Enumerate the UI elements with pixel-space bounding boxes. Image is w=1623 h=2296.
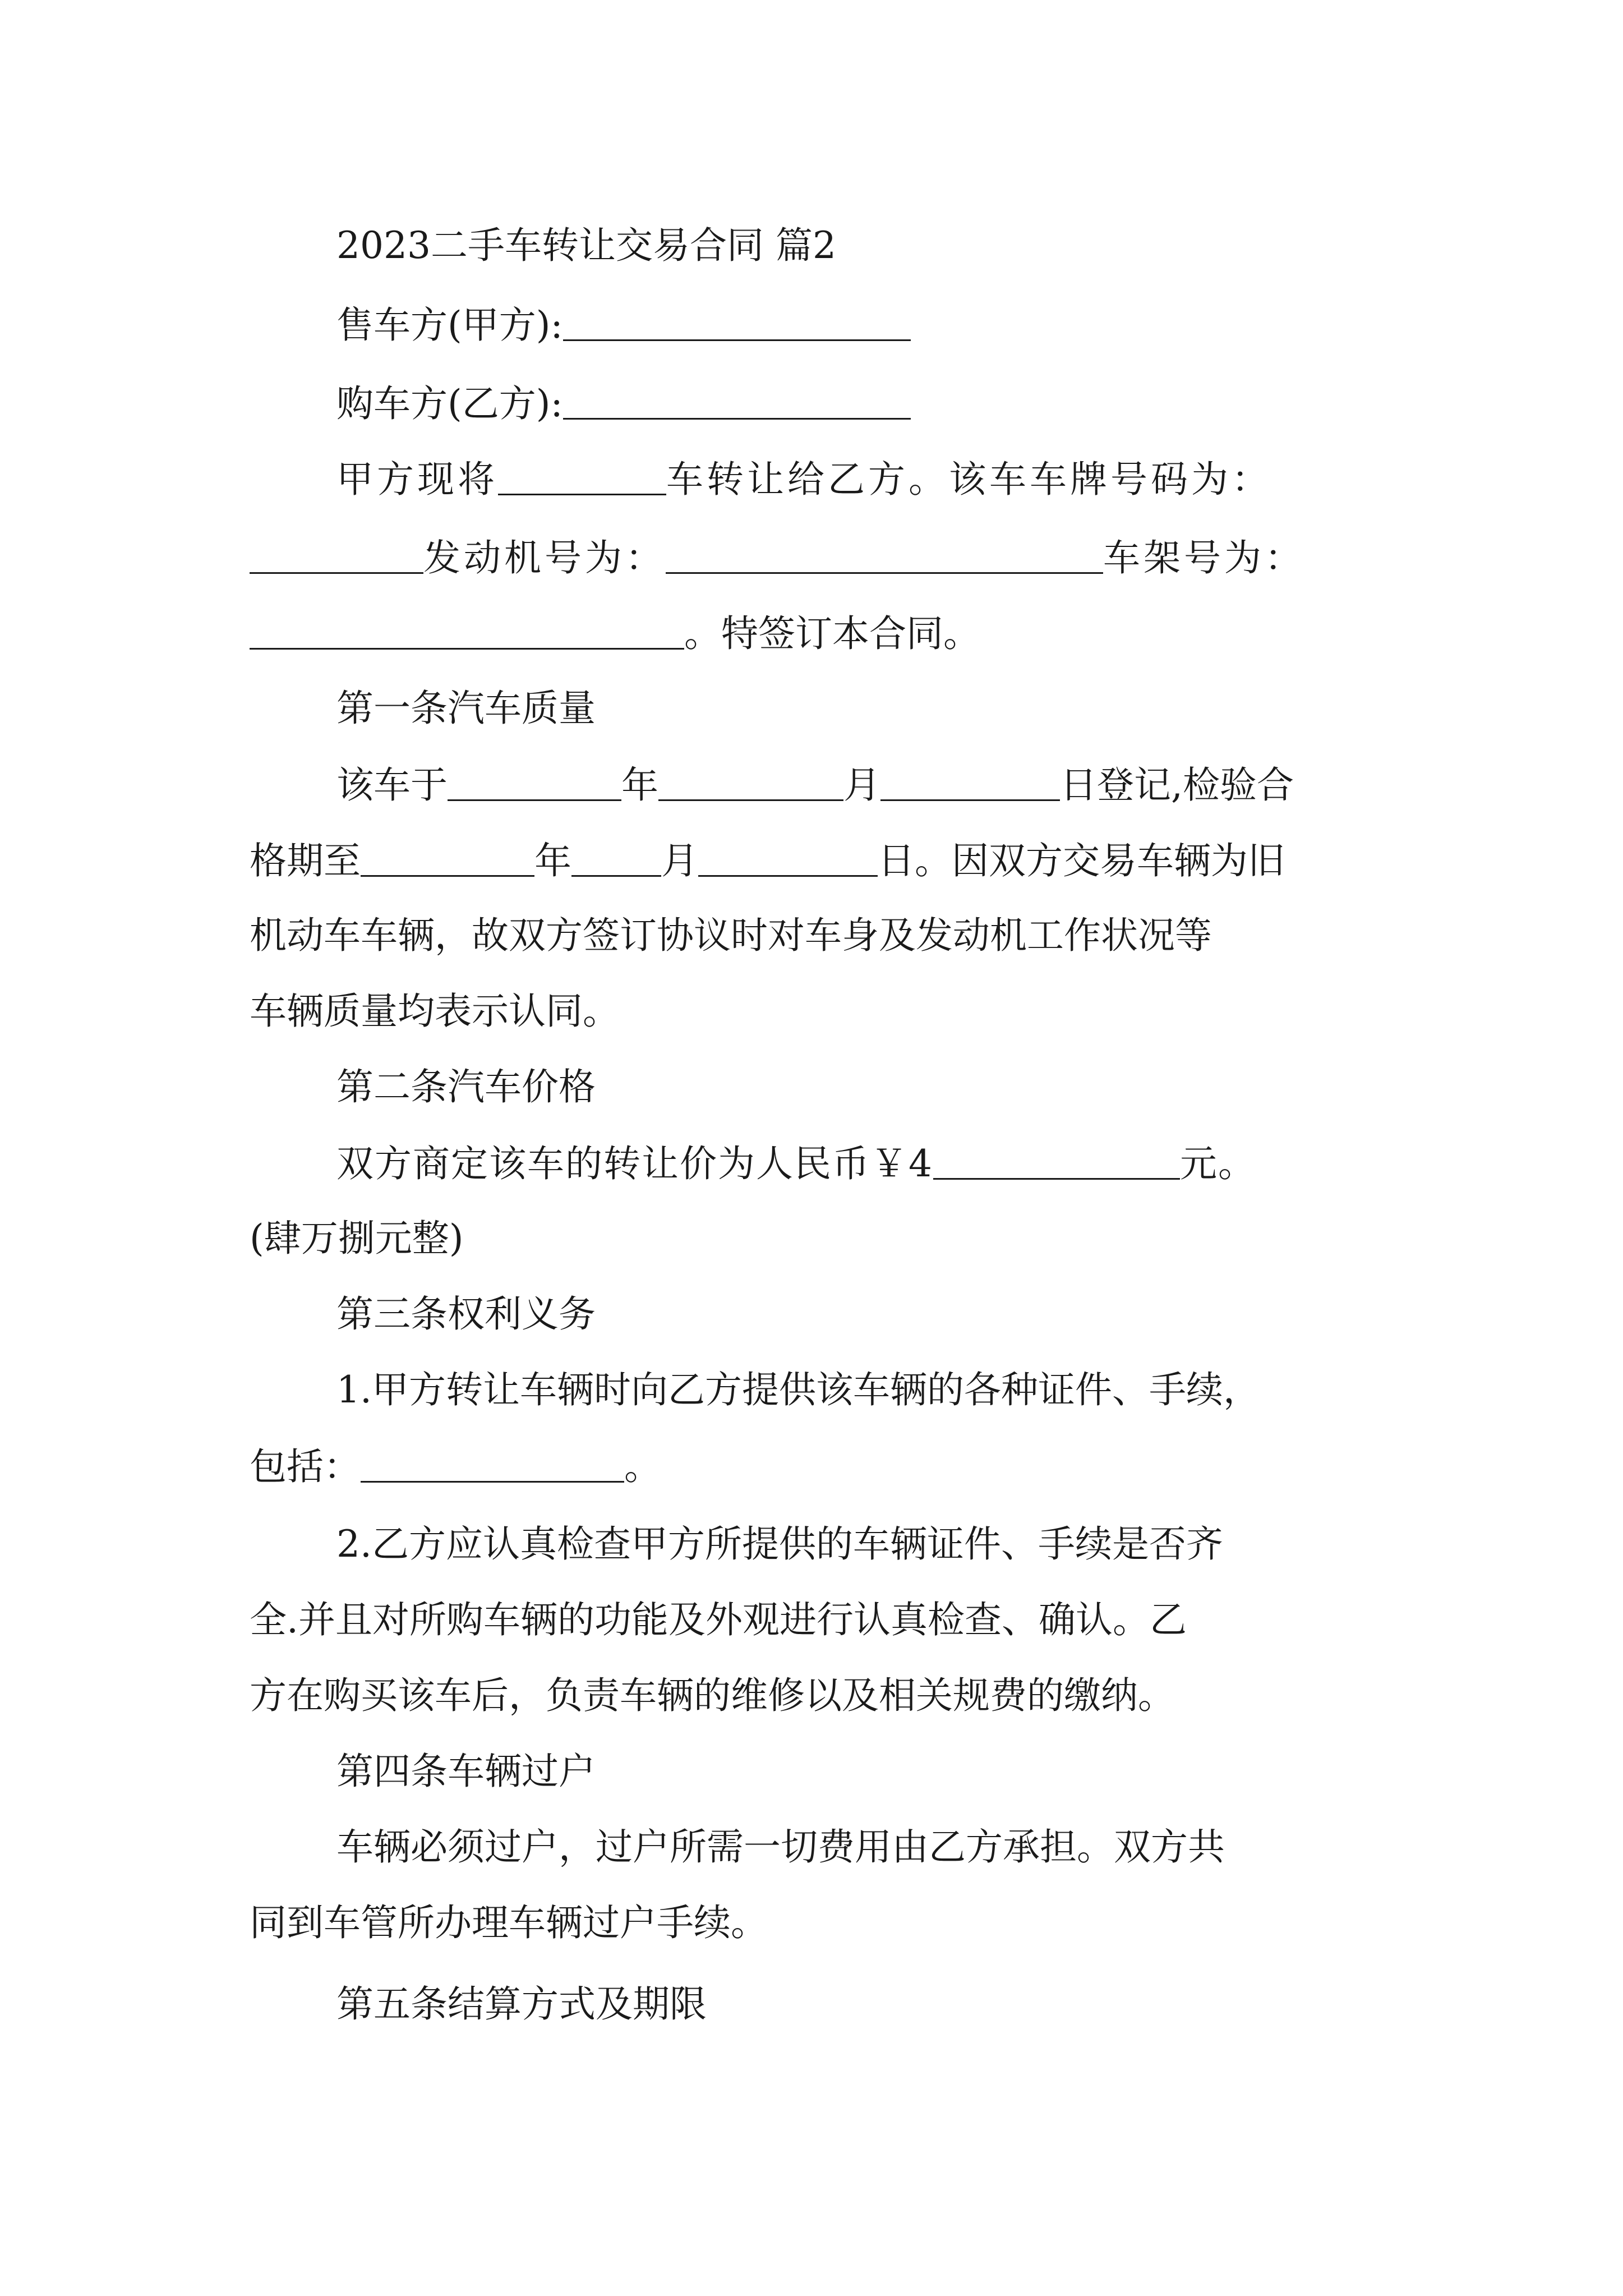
article1-heading: 第一条汽车质量	[336, 687, 596, 730]
article2-text: 双方商定该车的转让价为人民币￥4	[336, 1142, 933, 1185]
article2-line-1	[336, 1142, 1256, 1185]
article1-text: 年	[621, 763, 658, 807]
article2-line-2: (肆万捌元整)	[250, 1217, 464, 1260]
reg-year-blank	[448, 766, 621, 801]
article1-line-2	[250, 841, 1285, 880]
article1-text: 格期至	[250, 839, 361, 882]
seller-label: 售车方(甲方):	[336, 303, 563, 347]
article3-item2-line-3: 方在购买该车后，负责车辆的维修以及相关规费的缴纳。	[250, 1674, 1175, 1717]
article3-heading: 第三条权利义务	[336, 1292, 596, 1336]
article3-item1-line-2	[250, 1445, 661, 1488]
article3-text: 。	[624, 1445, 661, 1488]
documents-blank	[361, 1447, 624, 1483]
article1-text: 该车于	[336, 763, 448, 807]
intro-text: 车架号为：	[1103, 536, 1305, 579]
buyer-label: 购车方(乙方):	[336, 382, 563, 425]
article1-line-3: 机动车车辆，故双方签订协议时对车身及发动机工作状况等	[250, 914, 1212, 957]
document-title: 2023二手车转让交易合同 篇2	[336, 224, 836, 267]
intro-line-3	[250, 612, 980, 655]
valid-day-blank	[698, 841, 878, 877]
article3-text: 包括：	[250, 1445, 361, 1488]
article5-heading: 第五条结算方式及期限	[336, 1982, 707, 2026]
article1-text: 月	[843, 763, 880, 807]
plate-number-blank	[250, 539, 423, 574]
buyer-blank	[563, 384, 911, 420]
article1-text: 日。因双方交易车辆为旧	[878, 839, 1285, 882]
article1-text: 月	[661, 839, 698, 882]
valid-year-blank	[361, 841, 534, 877]
reg-month-blank	[658, 766, 843, 801]
valid-month-blank	[571, 841, 661, 877]
engine-number-blank	[666, 539, 1103, 574]
reg-day-blank	[880, 766, 1060, 801]
vin-blank	[250, 614, 684, 650]
article2-heading: 第二条汽车价格	[336, 1065, 596, 1108]
article3-item1-line-1: 1.甲方转让车辆时向乙方提供该车辆的各种证件、手续，	[336, 1368, 1260, 1411]
intro-text: 发动机号为：	[423, 536, 666, 579]
intro-line-1	[336, 458, 1272, 501]
article1-text: 年	[534, 839, 571, 882]
intro-text: 甲方现将	[336, 458, 498, 501]
article4-line-2: 同到车管所办理车辆过户手续。	[250, 1901, 768, 1944]
article1-text: 日登记,检验合	[1060, 763, 1294, 807]
article4-heading: 第四条车辆过户	[336, 1750, 596, 1793]
price-blank	[933, 1144, 1180, 1180]
car-model-blank	[498, 460, 666, 495]
article1-line-4: 车辆质量均表示认同。	[250, 990, 620, 1033]
seller-blank	[563, 306, 911, 341]
article2-text: 元。	[1180, 1142, 1256, 1185]
article3-item2-line-1: 2.乙方应认真检查甲方所提供的车辆证件、手续是否齐	[336, 1522, 1223, 1566]
article4-line-1: 车辆必须过户，过户所需一切费用由乙方承担。双方共	[336, 1825, 1225, 1869]
intro-line-2	[250, 536, 1305, 579]
article1-line-1	[336, 763, 1294, 807]
article3-item2-line-2: 全.并且对所购车辆的功能及外观进行认真检查、确认。乙	[250, 1598, 1187, 1641]
intro-text: 车转让给乙方。该车车牌号码为：	[666, 458, 1272, 501]
intro-text: 。特签订本合同。	[684, 612, 980, 655]
seller-line	[336, 303, 911, 347]
buyer-line	[336, 382, 911, 425]
